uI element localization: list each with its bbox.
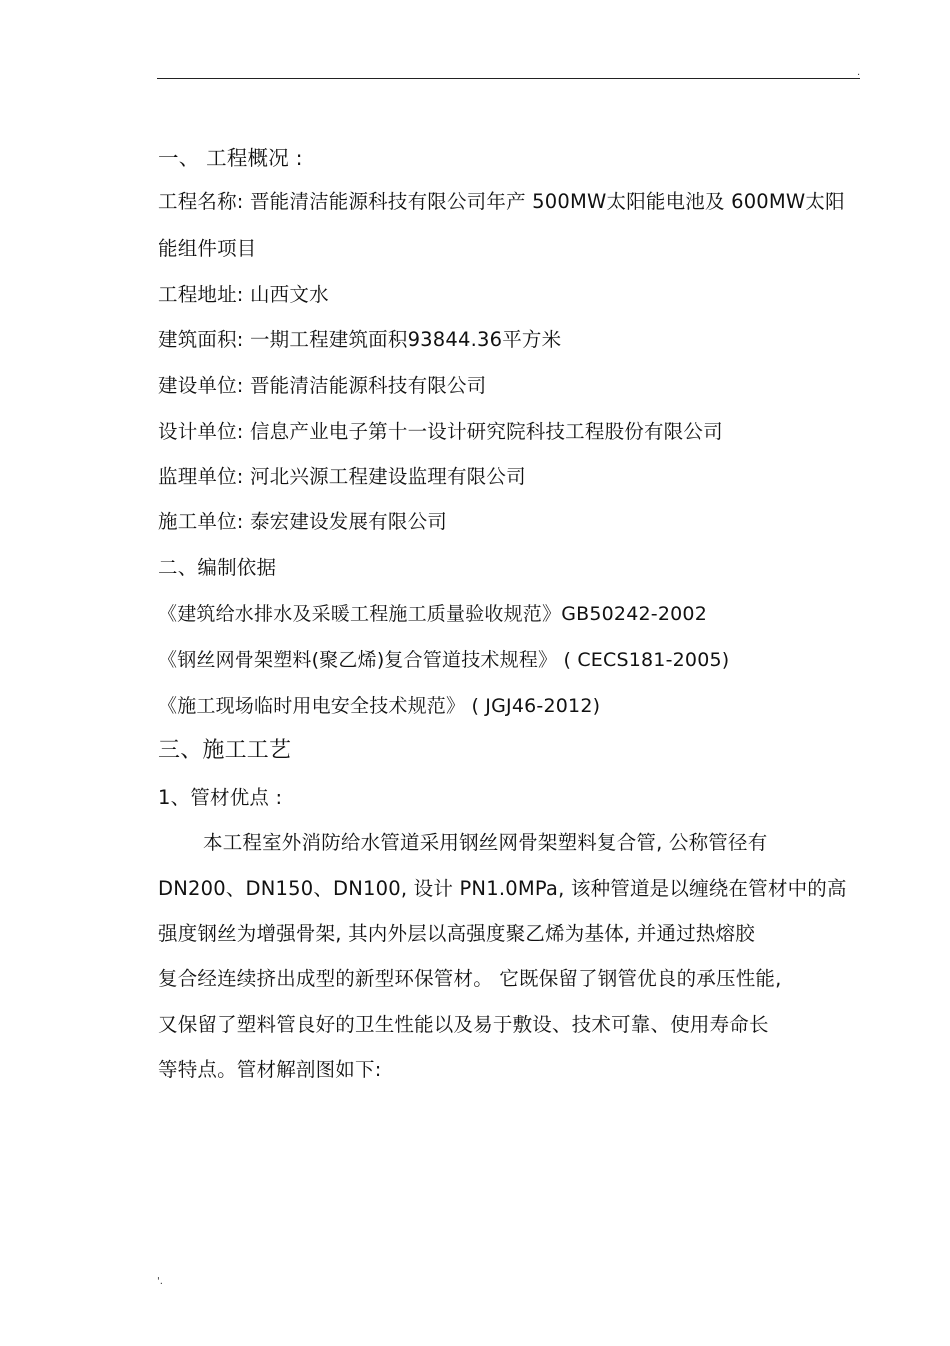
subsection-pipe-advantages: 1、管材优点 : <box>158 786 283 809</box>
basis-standard-3: 《施工现场临时用电安全技术规范》 ( JGJ46-2012) <box>158 695 601 717</box>
project-address: 工程地址: 山西文水 <box>158 283 329 306</box>
paragraph-line-3: 强度钢丝为增强骨架, 其内外层以高强度聚乙烯为基体, 并通过热熔胶 <box>158 922 755 945</box>
paragraph-line-1: 本工程室外消防给水管道采用钢丝网骨架塑料复合管, 公称管径有 <box>203 831 768 854</box>
bottom-corner-mark: '. <box>157 1276 163 1287</box>
basis-standard-2: 《钢丝网骨架塑料(聚乙烯)复合管道技术规程》 ( CECS181-2005) <box>158 649 730 671</box>
paragraph-line-2: DN200、DN150、DN100, 设计 PN1.0MPa, 该种管道是以缠绕在管材中的高 <box>158 877 847 900</box>
header-rule <box>157 78 860 79</box>
building-area: 建筑面积: 一期工程建筑面积93844.36平方米 <box>158 328 562 351</box>
basis-standard-1: 《建筑给水排水及采暖工程施工质量验收规范》GB50242-2002 <box>158 603 708 625</box>
top-corner-mark: . <box>857 67 861 78</box>
project-name-continued: 能组件项目 <box>158 237 257 260</box>
supervision-unit: 监理单位: 河北兴源工程建设监理有限公司 <box>158 465 526 488</box>
design-unit: 设计单位: 信息产业电子第十一设计研究院科技工程股份有限公司 <box>158 420 723 443</box>
contractor-unit: 施工单位: 泰宏建设发展有限公司 <box>158 510 447 533</box>
paragraph-line-5: 又保留了塑料管良好的卫生性能以及易于敷设、技术可靠、使用寿命长 <box>158 1013 769 1036</box>
construction-unit: 建设单位: 晋能清洁能源科技有限公司 <box>158 374 487 397</box>
project-name-line: 工程名称: 晋能清洁能源科技有限公司年产 500MW太阳能电池及 600MW太阳 <box>158 190 845 213</box>
paragraph-line-6: 等特点。管材解剖图如下: <box>158 1058 382 1081</box>
section-heading-basis: 二、编制依据 <box>158 556 277 579</box>
section-heading-process: 三、施工工艺 <box>158 738 292 763</box>
section-heading-overview: 一、 工程概况 : <box>158 146 303 170</box>
paragraph-line-4: 复合经连续挤出成型的新型环保管材。 它既保留了钢管优良的承压性能, <box>158 967 782 990</box>
